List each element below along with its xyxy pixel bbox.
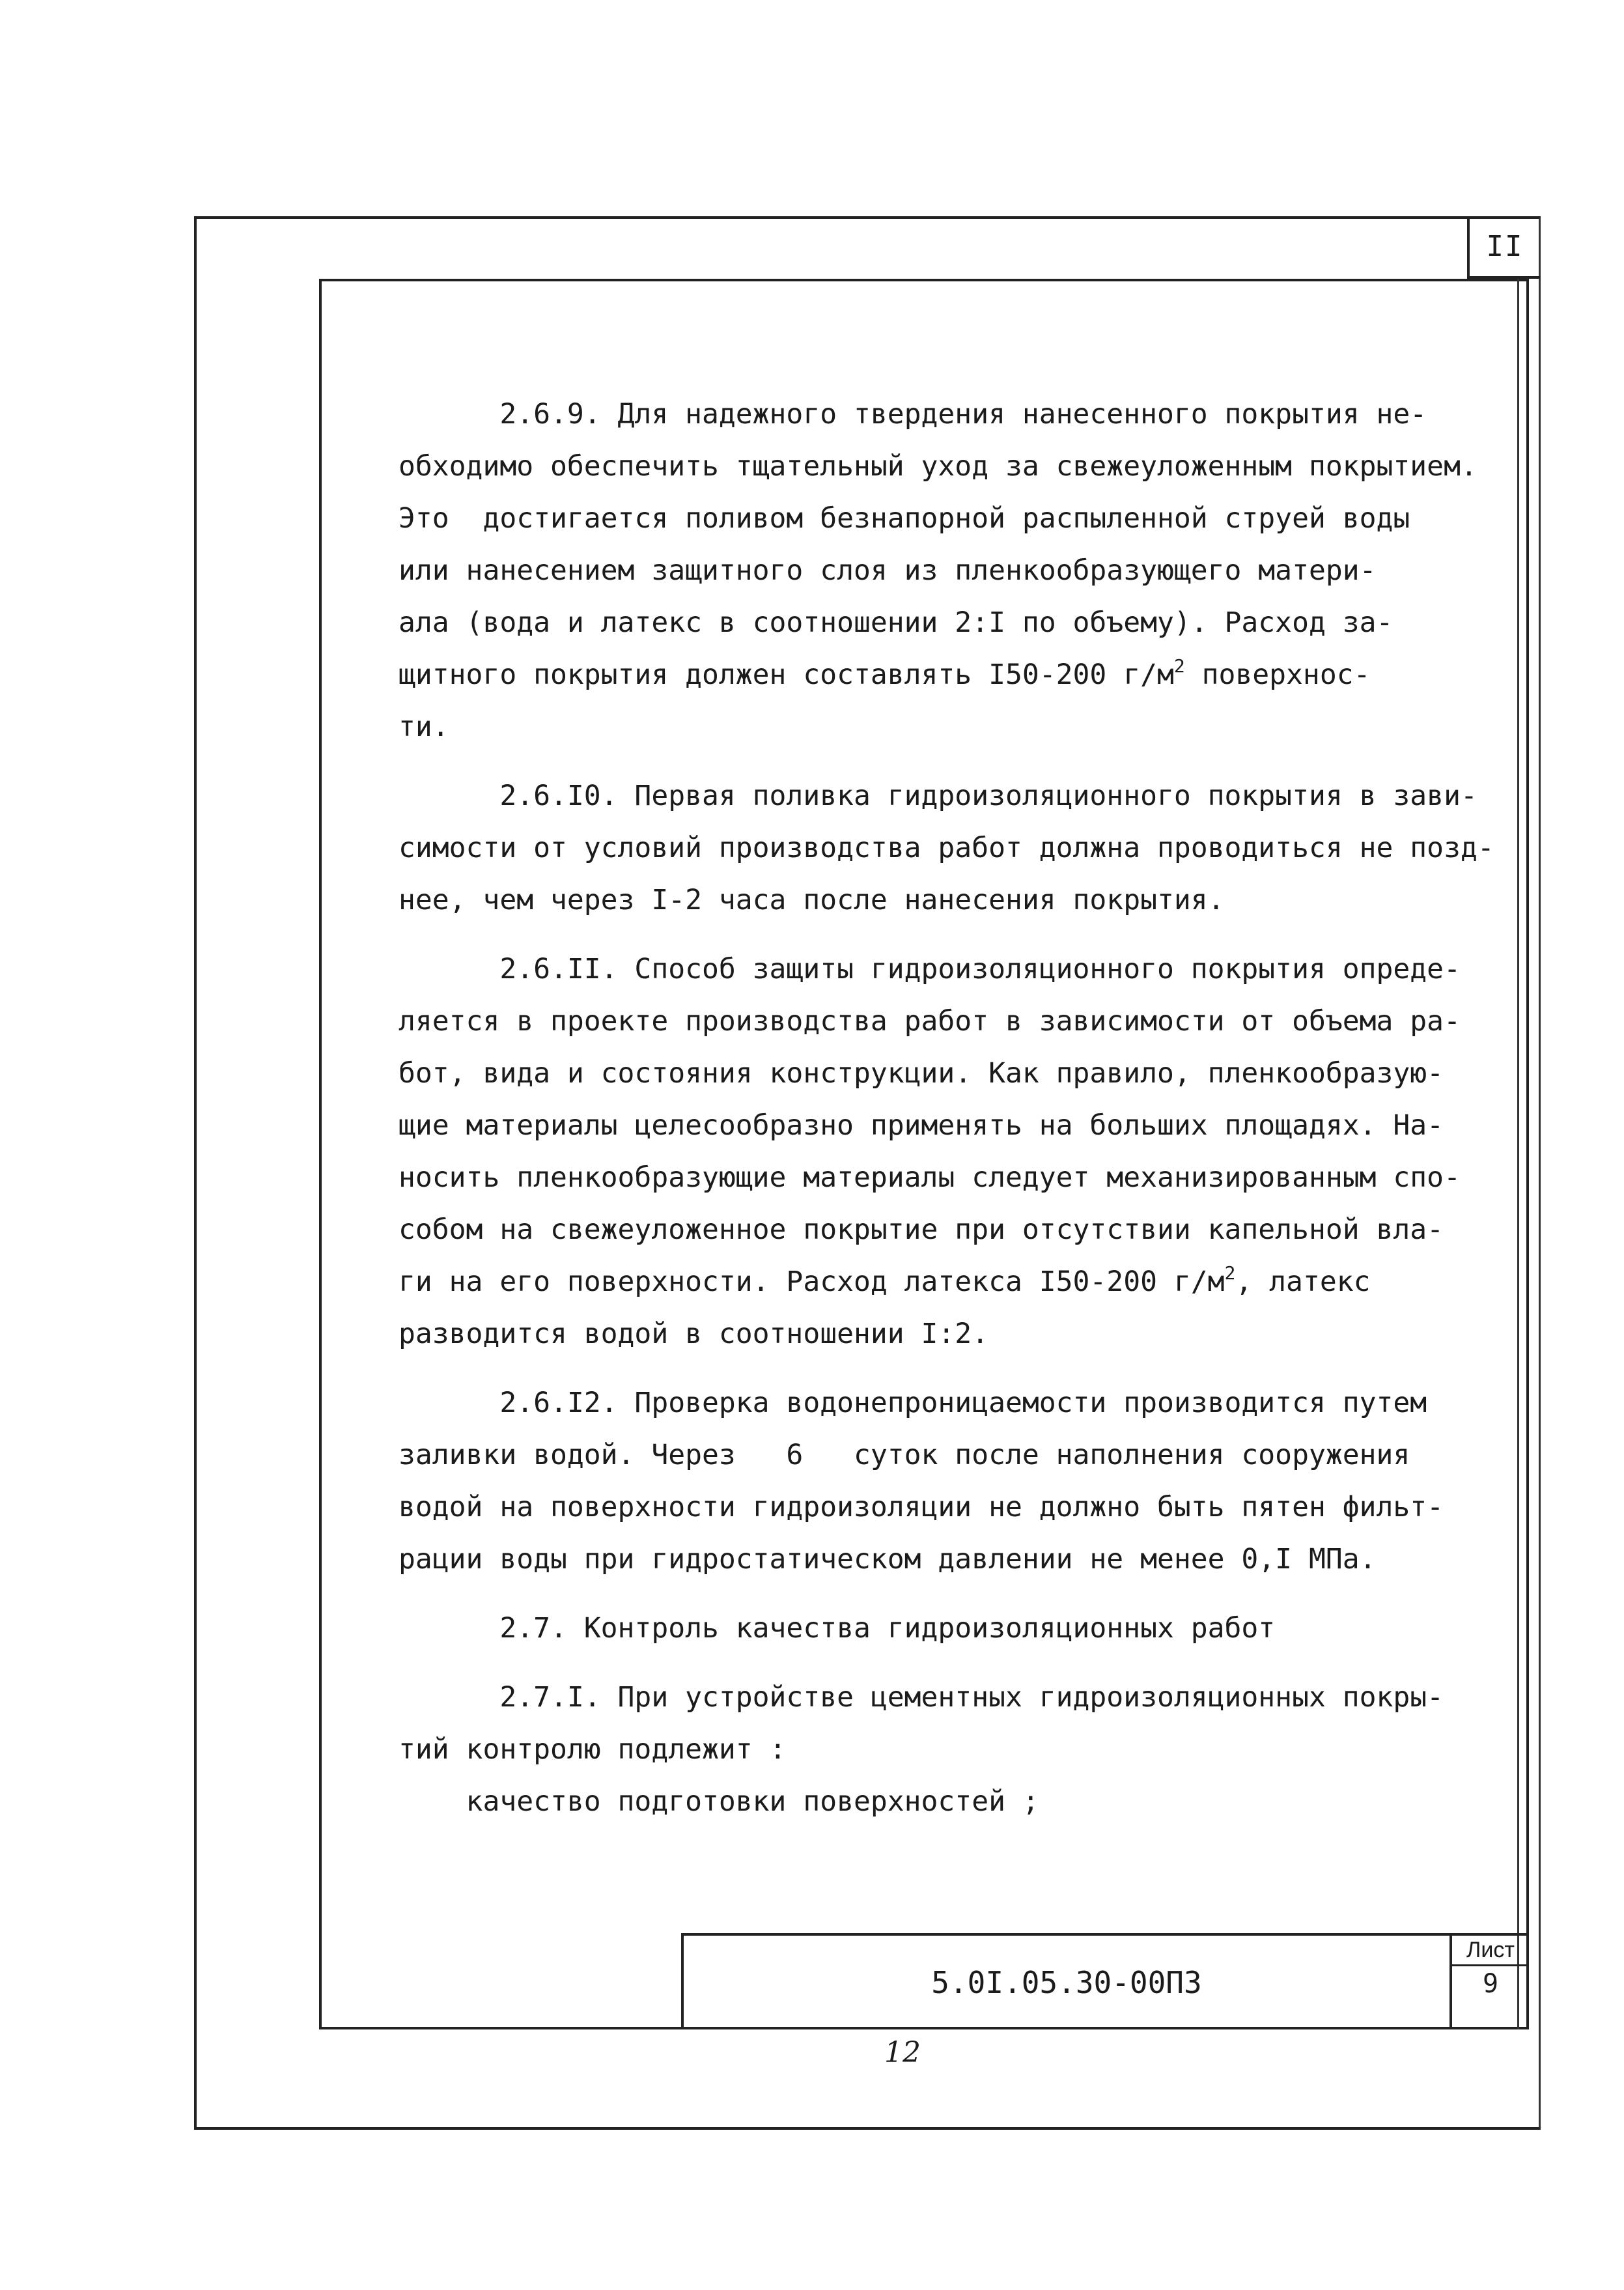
text-line: бот, вида и состояния конструкции. Как правило, пленкообразую- — [399, 1057, 1444, 1090]
text-fragment: , латекс — [1235, 1265, 1371, 1298]
handwritten-page-number: 12 — [884, 2036, 921, 2069]
paragraph-2-6-11 — [399, 943, 1505, 1360]
text-line: обходимо обеспечить тщательный уход за свежеуложенным покрытием. — [399, 450, 1477, 483]
sheet-label: Лист — [1452, 1936, 1529, 1966]
page-corner-number: II — [1467, 216, 1540, 279]
text-line: заливки водой. Через 6 суток после наполнения сооружения — [399, 1439, 1410, 1471]
superscript: 2 — [1173, 655, 1185, 677]
text-fragment: ги на его поверхности. Расход латекса I50-200 г/м — [399, 1265, 1225, 1298]
text-line: 2.6.II. Способ защиты гидроизоляционного покрытия опреде- — [399, 953, 1461, 985]
text-line: ти. — [399, 711, 449, 743]
text-line: водой на поверхности гидроизоляции не должно быть пятен фильт- — [399, 1491, 1444, 1523]
superscript: 2 — [1224, 1262, 1236, 1284]
frame-double-line — [1517, 279, 1519, 2029]
text-line: Это достигается поливом безнапорной распыленной струей воды — [399, 502, 1410, 535]
paragraph-2-6-9 — [399, 388, 1505, 753]
text-line: нее, чем через I-2 часа после нанесения покрытия. — [399, 884, 1225, 916]
text-line: 2.6.9. Для надежного твердения нанесенного покрытия не- — [399, 398, 1427, 431]
text-line: 2.6.I2. Проверка водонепроницаемости производится путем — [399, 1387, 1427, 1419]
text-line: симости от условий производства работ должна проводиться не позд- — [399, 832, 1494, 864]
text-line: тий контролю подлежит : — [399, 1733, 787, 1766]
text-line: щие материалы целесообразно применять на больших площадях. На- — [399, 1109, 1444, 1142]
text-line-with-superscript — [399, 649, 1505, 701]
text-line: ляется в проекте производства работ в зависимости от объема ра- — [399, 1005, 1461, 1038]
paragraph-2-6-10 — [399, 770, 1505, 926]
text-fragment: поверхнос- — [1184, 658, 1371, 691]
text-line: 2.6.I0. Первая поливка гидроизоляционного покрытия в зави- — [399, 780, 1477, 812]
document-code: 5.0I.05.30-00ПЗ — [931, 1965, 1202, 2000]
section-heading-2-7 — [399, 1602, 1505, 1654]
text-line: собом на свежеуложенное покрытие при отсутствии капельной вла- — [399, 1213, 1444, 1246]
paragraph-2-6-12 — [399, 1377, 1505, 1585]
sheet-number: 9 — [1482, 1969, 1499, 1999]
text-line: 2.7.I. При устройстве цементных гидроизоляционных покры- — [399, 1681, 1444, 1714]
text-line: носить пленкообразующие материалы следует механизированным спо- — [399, 1161, 1461, 1194]
text-line-with-superscript — [399, 1256, 1505, 1308]
text-line: рации воды при гидростатическом давлении не менее 0,I МПа. — [399, 1543, 1377, 1576]
text-line: качество подготовки поверхностей ; — [399, 1785, 1039, 1818]
title-block-stamp — [681, 1933, 1529, 2029]
text-line: или нанесением защитного слоя из пленкообразующего матери- — [399, 554, 1377, 587]
paragraph-2-7-1 — [399, 1671, 1505, 1828]
text-line: разводится водой в соотношении I:2. — [399, 1318, 989, 1350]
text-line: 2.7. Контроль качества гидроизоляционных работ — [399, 1612, 1276, 1645]
text-line: ала (вода и латекс в соотношении 2:I по объему). Расход за- — [399, 606, 1393, 639]
sheet-cell — [1449, 1936, 1529, 2029]
document-body — [399, 388, 1505, 1828]
text-fragment: щитного покрытия должен составлять I50-200 г/м — [399, 658, 1174, 691]
